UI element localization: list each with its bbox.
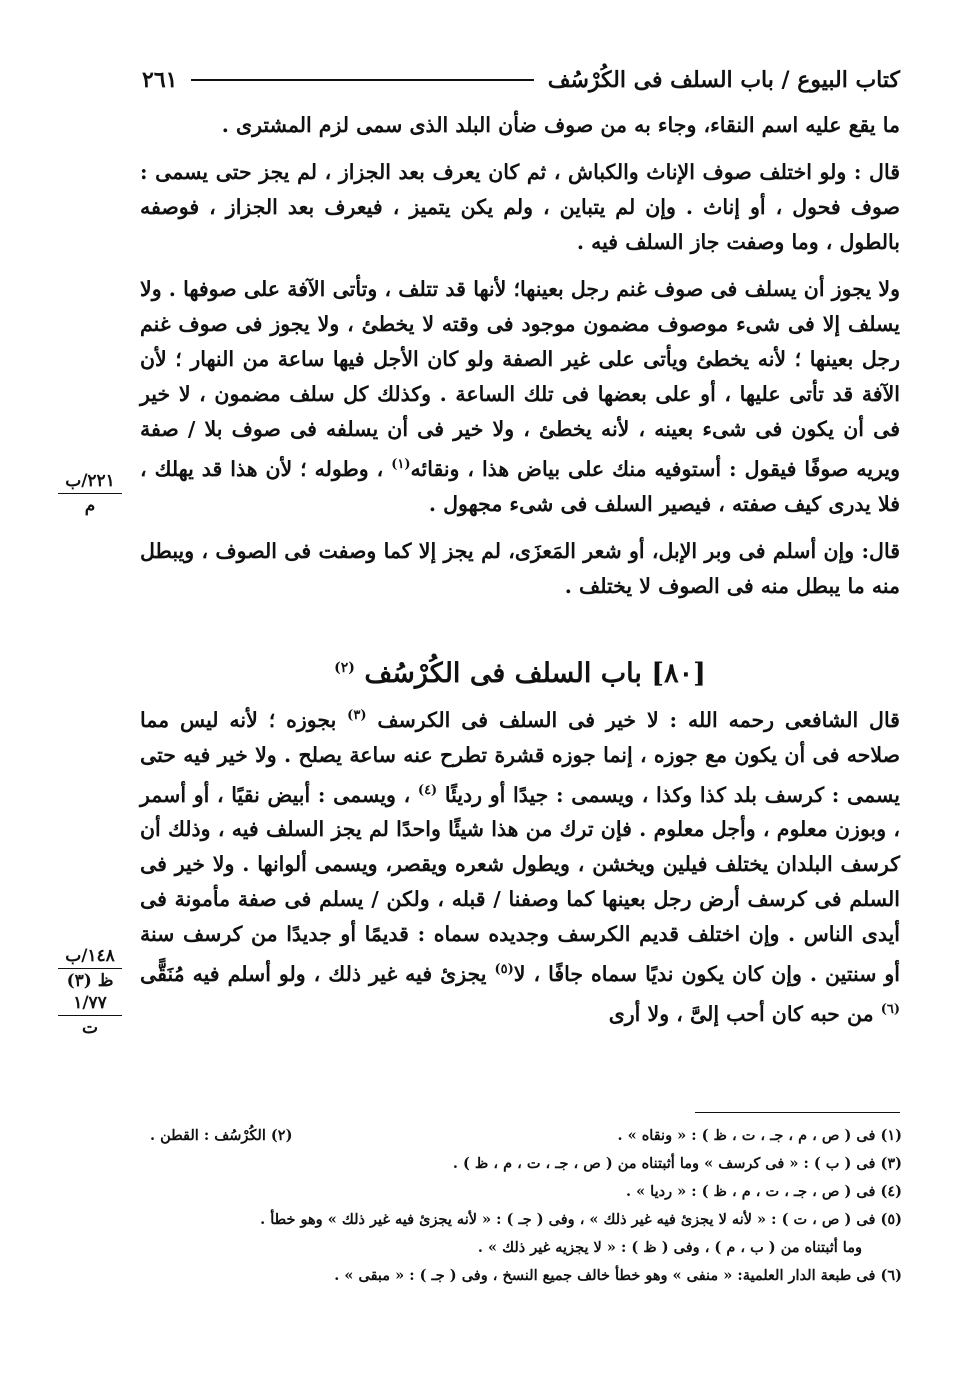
running-title: كتاب البيوع / باب السلف فى الكُرْسُف: [547, 67, 900, 93]
header-rule: [191, 79, 533, 81]
paragraph-2: [140, 155, 900, 260]
chapter-paragraph: [140, 698, 900, 1032]
margin-note-top: ٢٢١/ب: [65, 471, 115, 491]
paragraph-lead: قال الشافعى: [784, 707, 900, 732]
margin-note-top: ١٤٨/ب: [65, 946, 115, 966]
footnote-1: (١) فى ( ص ، م ، جـ ، ت ، ظ ) : « ونقاه » .: [617, 1127, 902, 1144]
footnote-4: (٤) فى ( ص ، جـ ، ت ، م ، ظ ) : « رديا » .: [625, 1183, 902, 1200]
footnote-6: (٦) فى طبعة الدار العلمية: « منفى » وهو خطأ خالف جميع النسخ ، وفى ( جـ ) : « مبقى » .: [334, 1267, 902, 1284]
margin-note-rule: [58, 493, 122, 494]
footnote-ref-6: (٦): [880, 1002, 900, 1018]
footnote-ref-3: (٣): [347, 707, 367, 723]
footnote-5: (٥) فى ( ص ، ت ) : « لأنه لا يجزئ فيه غير ذلك » ، وفى ( جـ ) : « لأنه يجزئ فيه غير ذلك » وهو خطأ .: [260, 1211, 902, 1228]
chapter-title-text: [٨٠] باب السلف فى الكُرْسُف: [364, 657, 706, 689]
paragraph-text: ، ويسمى : أبيض نقيًا ، أو أسمر ، وبوزن معلوم ، وأجل معلوم . فإن ترك من هذا شيئًا واحدًا لم يجز السلف فيه ، وذلك أن كرسف البلدان يختلف فيلين ويخشن ، ويطول شعره ويقصر، ويسمى ألوانها . ولا خير فى السلم فى كرسف أرض رجل بعينها كما وصفنا / قبله ، ولكن / يسلم فى صفة مأمونة فى أيدى الناس . وإن اختلف قديم الكرسف وجديده سماه : قديمًا أو جديدًا من كرسف سنة أو سنتين . وإن كان يكون نديًا سماه جافًا ، لا: [140, 782, 900, 987]
footnote-3: (٣) فى ( ب ) : « فى كرسف » وما أثبتناه من ( ص ، جـ ، ت ، م ، ظ ) .: [452, 1155, 902, 1172]
footnotes: [150, 1122, 902, 1290]
paragraph-text: ما يقع عليه اسم النقاء، وجاء به من صوف ضأن البلد الذى سمى لزم المشترى .: [221, 113, 900, 137]
margin-note-bottom: م: [84, 496, 96, 516]
chapter-title: [140, 648, 900, 694]
paragraph-text: ولا يجوز أن يسلف فى صوف غنم رجل بعينها؛ لأنها قد تتلف ، وتأتى الآفة على صوفها . ولا يسلف إلا فى شىء موصوف مضمون موجود فى وقته لا يخطئ ، ولا يجوز فى صوف غنم رجل بعينها ؛ لأنه يخطئ ويأتى على غير الصفة ولو كان الأجل فيها ساعة من النهار ؛ لأن الآفة قد تأتى عليها ، أو على بعضها فى تلك الساعة . وكذلك كل سلف مضمون ، لا خير فى أن يكون فى شىء بعينه ، لأنه يخطئ ، ولا خير فى أن يسلفه فى صوف بلا / صفة ويريه صوفًا فيقول : أستوفيه منك على بياض هذا ، ونقائه: [140, 277, 900, 481]
paragraph-text: يجزئ فيه غير ذلك ، ولو أسلم فيه مُنَقًّى: [140, 962, 495, 987]
paragraph-lead: قال: [869, 538, 900, 563]
paragraph-text: رحمه الله : لا خير فى السلف فى الكرسف: [366, 707, 785, 732]
paragraph-lead: قال: [869, 160, 900, 184]
margin-note-rule: [58, 968, 122, 969]
page-number: ٢٦١: [142, 67, 178, 93]
paragraph-text-tail: ، وطوله ؛ لأن هذا قد يهلك ، فلا يدرى كيف صفته ، فيصير السلف فى شىء مجهول .: [140, 456, 900, 516]
paragraph-4: [140, 534, 900, 604]
paragraph-text: : ولو اختلف صوف الإناث والكباش ، ثم كان يعرف بعد الجزاز ، لم يجز حتى يسمى : صوف فحول ، أو إناث . وإن لم يتباين ، ولم يكن يتميز ، فيعرف بعد الجزاز ، فوصفه بالطول ، وما وصفت جاز السلف فيه .: [140, 160, 900, 254]
margin-note-rule: [58, 1015, 122, 1016]
margin-note-2: [52, 945, 128, 1039]
main-text: [140, 108, 900, 1044]
margin-note-1: [52, 470, 128, 517]
paragraph-3: [140, 272, 900, 522]
footnote-row: [150, 1122, 902, 1150]
paragraph-text: من حبه كان أحب إلىَّ ، ولا أرى: [608, 1002, 881, 1027]
footnote-ref-5: (٥): [494, 962, 514, 978]
footnote-ref-4: (٤): [417, 782, 438, 798]
paragraph-1: [140, 108, 900, 143]
page-header: [142, 60, 900, 100]
footnote-rule: [695, 1112, 900, 1113]
margin-note-bottom: ١/٧٧: [73, 993, 107, 1013]
margin-note-last: ت: [81, 1018, 98, 1038]
paragraph-text: بجوزه ؛ لأنه ليس مما صلاحه فى أن يكون مع جوزه ، إنما جوزه قشرة تطرح عنه ساعة يصلح . ولا خير فيه حتى يسمى : كرسف بلد كذا وكذا ، ويسمى : جيدًا أو رديئًا: [140, 707, 900, 807]
section-gap: [140, 616, 900, 642]
footnote-ref-2: (٢): [334, 659, 355, 676]
paragraph-text: : وإن أسلم فى وبر الإبل، أو شعر المَعزَى، لم يجز إلا كما وصفت فى الصوف ، ويبطل منه ما يبطل منه فى الصوف لا يختلف .: [140, 538, 900, 598]
footnote-ref-1: (١): [391, 457, 411, 472]
margin-note-mid: ظ (٣): [66, 971, 114, 991]
footnote-2: (٢) الكُرْسُف : القطن .: [150, 1127, 293, 1144]
footnote-5-continued: وما أثبتناه من ( ب ، م ) ، وفى ( ظ ) : « لا يجزيه غير ذلك » .: [477, 1239, 862, 1256]
